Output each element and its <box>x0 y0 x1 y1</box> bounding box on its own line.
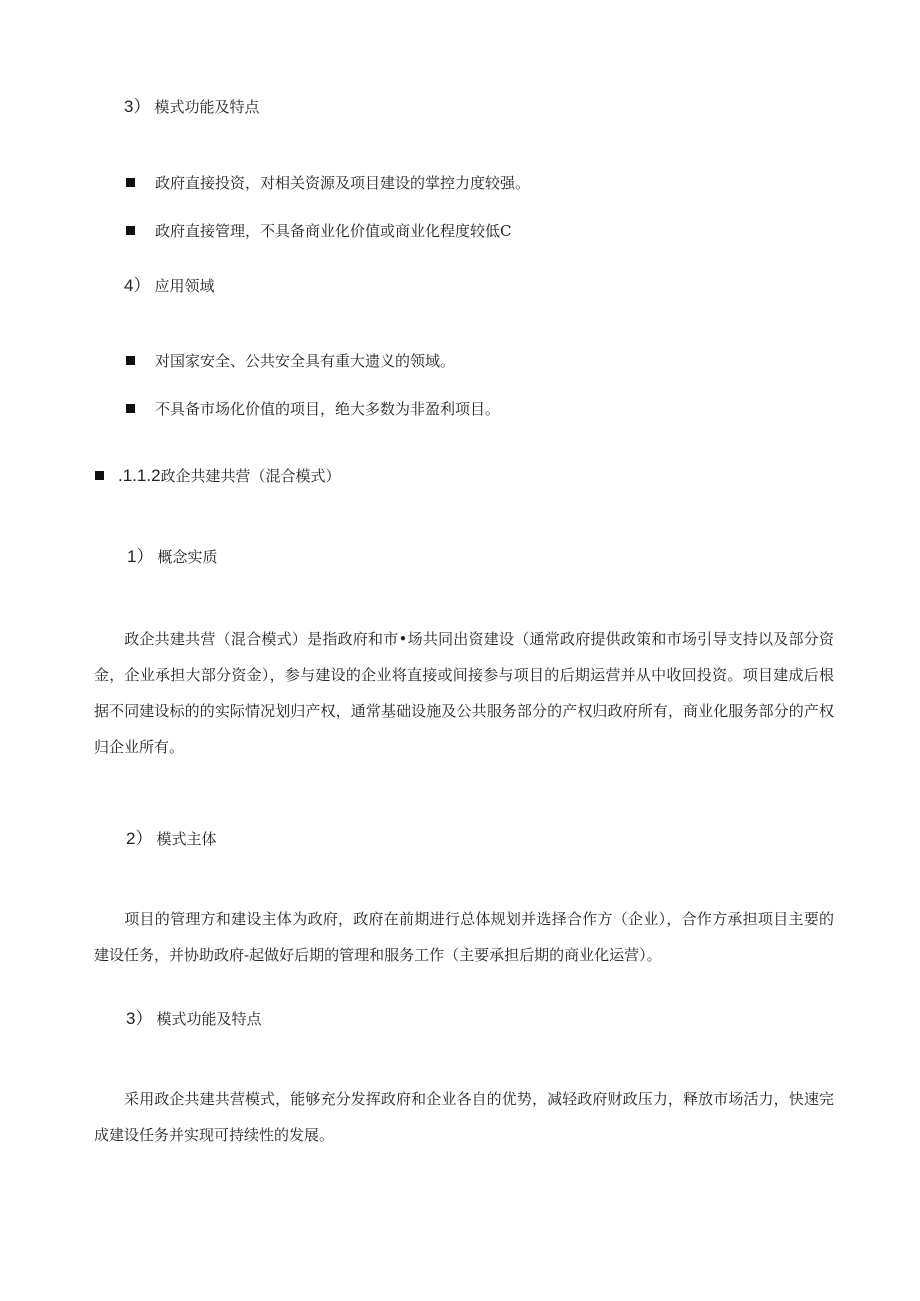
bullet-text: 不具备市场化价值的项目，绝大多数为非盈利项目。 <box>155 400 501 418</box>
heading-application-field <box>124 276 214 296</box>
heading-number: 4） <box>124 276 151 295</box>
paragraph-subject <box>94 901 834 973</box>
square-bullet-icon <box>126 226 135 235</box>
bullet-item <box>126 221 511 241</box>
heading-number: 1） <box>127 547 154 566</box>
section-number: .1.1.2 <box>118 466 161 485</box>
bullet-text: 政府直接管理，不具备商业化价值或商业化程度较低C <box>155 222 512 240</box>
paragraph-text: 采用政企共建共营模式，能够充分发挥政府和企业各自的优势，减轻政府财政压力，释放市场活力，快速完成建设任务并实现可持续性的发展。 <box>94 1090 834 1144</box>
section-title-text: 政企共建共营（混合模式） <box>160 467 341 485</box>
heading-concept <box>127 547 217 567</box>
heading-text: 应用领域 <box>154 277 215 295</box>
bullet-item <box>126 173 530 193</box>
heading-text: 概念实质 <box>157 548 218 566</box>
paragraph-text: 政企共建共营（混合模式）是指政府和市•场共同出资建设（通常政府提供政策和市场引导支持以及部分资金，企业承担大部分资金），参与建设的企业将直接或间接参与项目的后期运营并从中收回投资。项目建成后根据不同建设标的的实际情况划归产权，通常基础设施及公共服务部分的产权归政府所有，商业化服务部分的产权归企业所有。 <box>94 630 834 756</box>
heading-mode-subject <box>126 829 216 849</box>
square-bullet-icon <box>126 356 135 365</box>
square-bullet-icon <box>126 178 135 187</box>
paragraph-text: 项目的管理方和建设主体为政府，政府在前期进行总体规划并选择合作方（企业），合作方承担项目主要的建设任务，并协助政府-起做好后期的管理和服务工作（主要承担后期的商业化运营）。 <box>94 910 834 964</box>
paragraph-features <box>94 1081 834 1153</box>
heading-number: 2） <box>126 829 153 848</box>
heading-mode-features <box>124 97 259 117</box>
heading-number: 3） <box>126 1009 153 1028</box>
heading-text: 模式功能及特点 <box>156 1010 262 1028</box>
bullet-item <box>126 399 500 419</box>
heading-number: 3） <box>124 97 151 116</box>
heading-text: 模式主体 <box>156 830 217 848</box>
section-title <box>95 466 341 486</box>
bullet-text: 对国家安全、公共安全具有重大遗义的领域。 <box>155 352 456 370</box>
heading-text: 模式功能及特点 <box>154 98 260 116</box>
square-bullet-icon <box>95 471 104 480</box>
paragraph-concept <box>94 621 834 765</box>
bullet-item <box>126 351 455 371</box>
bullet-text: 政府直接投资，对相关资源及项目建设的掌控力度较强。 <box>155 174 531 192</box>
heading-mode-features-2 <box>126 1009 261 1029</box>
square-bullet-icon <box>126 404 135 413</box>
